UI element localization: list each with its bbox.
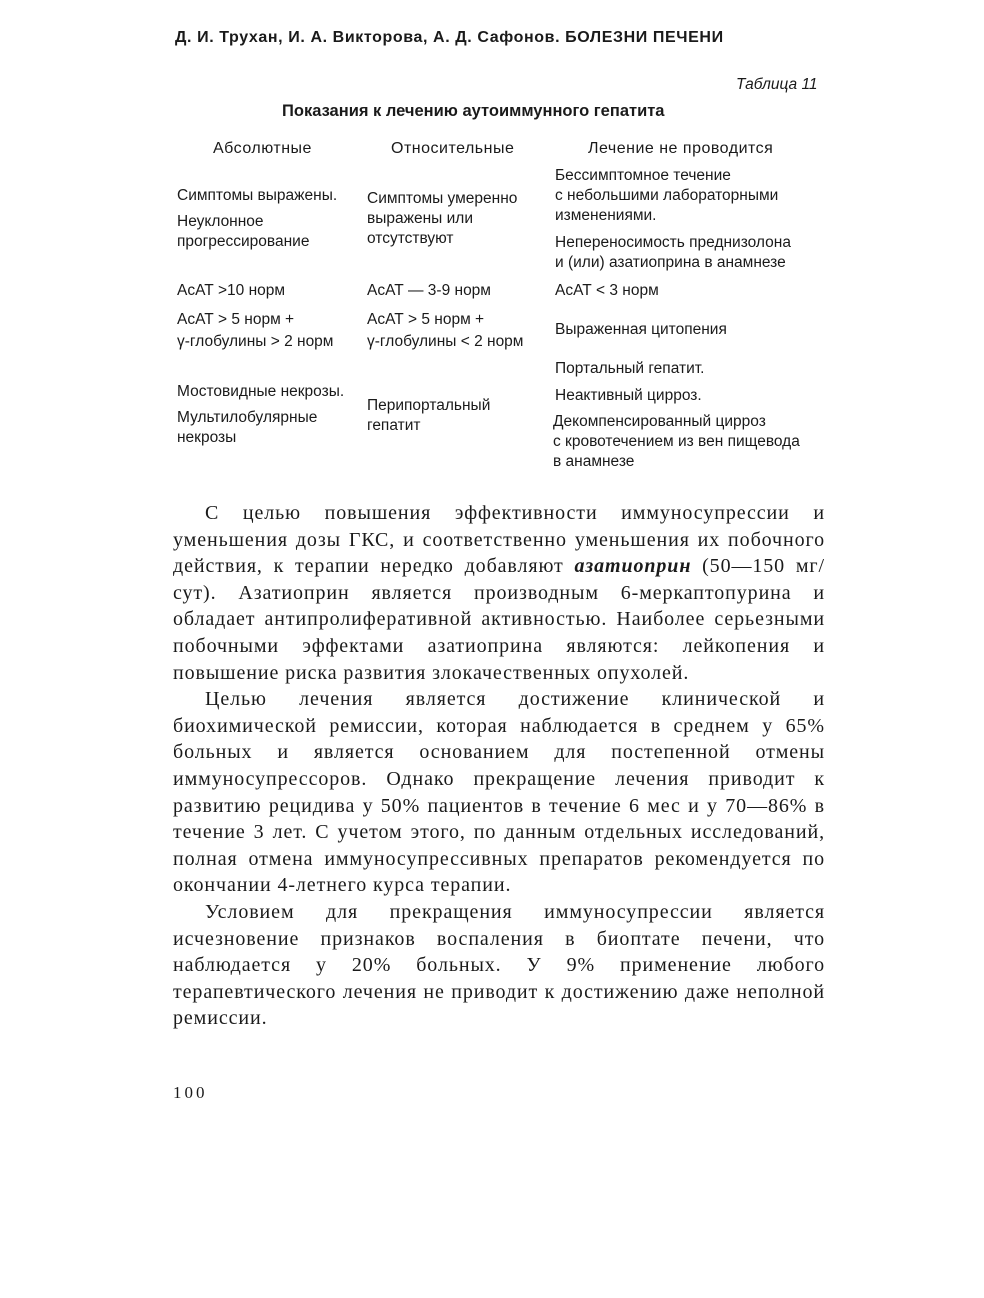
table-cell-text: с кровотечением из вен пищевода <box>553 433 800 450</box>
table-cell-text: Непереносимость преднизолона <box>555 234 791 251</box>
table-cell-text: Мультилобулярные <box>177 409 318 426</box>
table-cell-text: АсАТ < 3 норм <box>555 282 659 299</box>
paragraph-text: (50—150 мг/сут). Азатиоприн является производным 6-меркаптопурина и обладает антипролиферативной активностью. Наиболее серьезными побочными эффектами азатиоприна являются: лейкопения и повышение риска развития злокачественных опухолей. <box>173 555 825 684</box>
table-cell-text: Бессимптомное течение <box>555 167 731 184</box>
table-cell-text: Неуклонное <box>177 213 264 230</box>
table-number: Таблица 11 <box>736 76 818 93</box>
table-cell-text: Декомпенсированный цирроз <box>553 413 766 430</box>
table-cell-text: АсАТ > 5 норм + <box>177 311 295 328</box>
table-cell-text: γ-глобулины > 2 норм <box>177 333 334 350</box>
table-cell-text: в анамнезе <box>553 453 635 470</box>
table-cell-text: γ-глобулины < 2 норм <box>367 333 524 350</box>
table-cell-text: Выраженная цитопения <box>555 321 727 338</box>
paragraph: Целью лечения является достижение клинической и биохимической ремиссии, которая наблюдается в среднем у 65% больных и является основанием для постепенной отмены иммуносупрессоров. Однако прекращение лечения приводит к развитию рецидива у 50% пациентов в течение 6 мес и у 70—86% в течение 3 лет. С учетом этого, по данным отдельных исследований, полная отмена иммуносупрессивных препаратов рекомендуется по окончании 4-летнего курса терапии. <box>173 688 825 897</box>
table-cell-text: Портальный гепатит. <box>555 360 705 377</box>
paragraph <box>173 500 825 686</box>
column-header-no-treatment: Лечение не проводится <box>588 140 774 157</box>
table-cell-text: Неактивный цирроз. <box>555 387 702 404</box>
table-cell-text: некрозы <box>177 429 237 446</box>
column-header-absolute: Абсолютные <box>213 140 312 157</box>
page-number: 100 <box>173 1083 208 1102</box>
table-cell-text: Симптомы выражены. <box>177 187 338 204</box>
emphasized-term: азатиоприн <box>574 555 692 578</box>
table-cell-text: Перипортальный <box>367 397 491 414</box>
table-cell-text: гепатит <box>367 417 421 434</box>
table-cell-text: Мостовидные некрозы. <box>177 383 345 400</box>
table-cell-text: АсАТ > 5 норм + <box>367 311 485 328</box>
table-cell-text: изменениями. <box>555 207 657 224</box>
table-title: Показания к лечению аутоиммунного гепатита <box>282 102 665 120</box>
table-cell-text: выражены или <box>367 210 473 227</box>
table-cell-text: АсАТ — 3-9 норм <box>367 282 491 299</box>
table-cell-text: отсутствуют <box>367 230 454 247</box>
table-cell-text: и (или) азатиоприна в анамнезе <box>555 254 786 271</box>
column-header-relative: Относительные <box>391 140 515 157</box>
paragraph: Условием для прекращения иммуносупрессии является исчезновение признаков воспаления в биоптате печени, что наблюдается у 20% больных. У 9% применение любого терапевтического лечения не приводит к достижению даже неполной ремиссии. <box>173 900 825 1030</box>
table-cell-text: с небольшими лабораторными <box>555 187 779 204</box>
table-cell-text: Симптомы умеренно <box>367 190 518 207</box>
running-header: Д. И. Трухан, И. А. Викторова, А. Д. Сафонов. БОЛЕЗНИ ПЕЧЕНИ <box>175 29 724 46</box>
table-cell-text: прогрессирование <box>177 233 310 250</box>
body-text <box>173 500 825 1032</box>
paragraph-text: С целью повышения эффективности иммуносупрессии и уменьшения дозы ГКС, и соответственно уменьшения их побочного действия, к терапии нередко добавляют <box>173 502 825 578</box>
table-cell-text: АсАТ >10 норм <box>177 282 286 299</box>
